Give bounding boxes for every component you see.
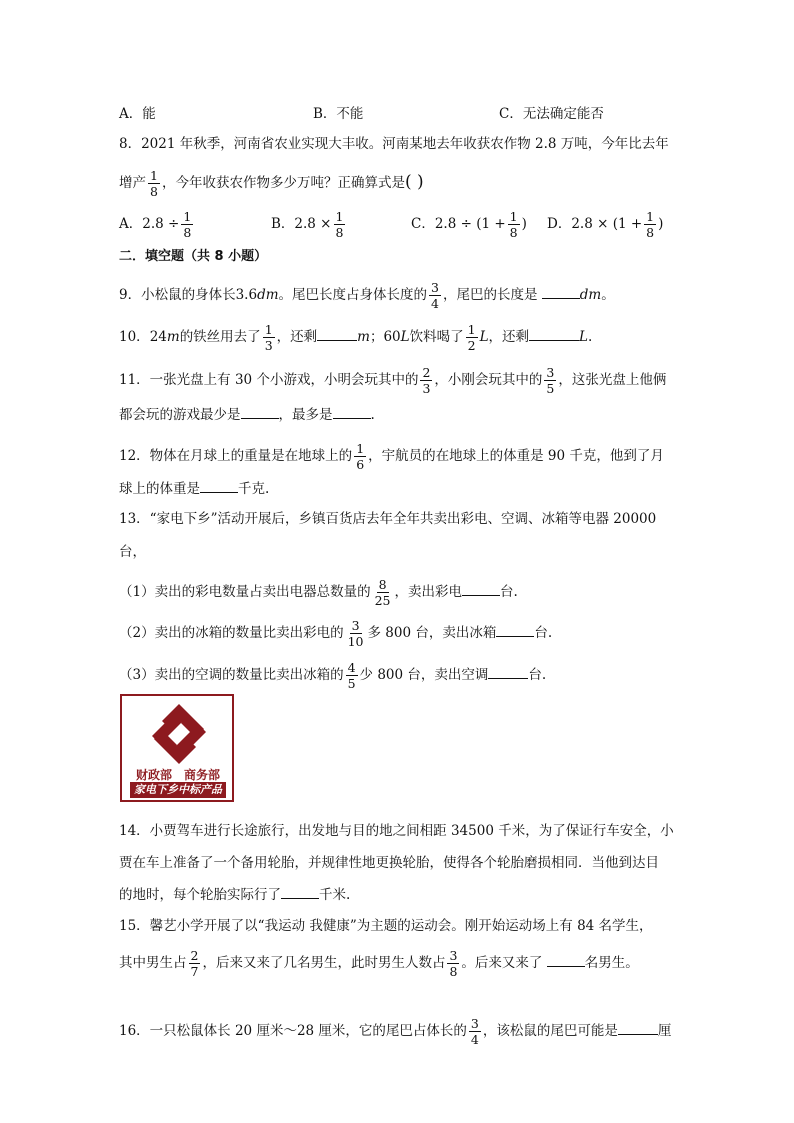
q10: 10．24m的铁丝用去了 $\frac{1}{3}$ ，还剩 m；60L饮料喝了 $\frac{1}{2}$ L，还剩 L. xyxy=(119,322,593,353)
q13-blank-2[interactable] xyxy=(496,623,534,637)
q11-line2: 都会玩的游戏最少是 ，最多是 . xyxy=(119,407,375,423)
q10-blank-2[interactable] xyxy=(529,327,579,341)
logo-product-banner: 家电下乡中标产品 xyxy=(130,782,226,798)
q8-answer-paren: ( ) xyxy=(404,172,424,192)
q8-line2: 增产 $\frac{1}{8}$ ，今年收获农作物多少万吨？正确算式是( ) xyxy=(119,168,424,199)
q13-line1: 13．“家电下乡”活动开展后，乡镇百货店去年全年共卖出彩电、空调、冰箱等电器 20000 xyxy=(119,511,657,527)
q15-line2: 其中男生占 $\frac{2}{7}$ ，后来又来了几名男生，此时男生人数占 $\frac{3}{8}$ 。后来又来了 名男生。 xyxy=(119,948,639,979)
q8-line1: 8．2021 年秋季，河南省农业实现大丰收。河南某地去年收获农作物 2.8 万吨，今年比去年 xyxy=(119,136,669,152)
q13-blank-3[interactable] xyxy=(488,665,528,679)
q15-blank[interactable] xyxy=(547,953,585,967)
q13-sub3: （3）卖出的空调的数量比卖出冰箱的 $\frac{4}{5}$ 少 800 台，卖出空调 台. xyxy=(119,660,547,691)
q16-blank[interactable] xyxy=(618,1021,658,1035)
q15-line1: 15．馨艺小学开展了以“我运动 我健康”为主题的运动会。刚开始运动场上有 84 名学生， xyxy=(119,918,653,934)
q11-line1: 11．一张光盘上有 30 个小游戏，小明会玩其中的 $\frac{2}{3}$ ，小刚会玩其中的 $\frac{3}{5}$ ，这张光盘上他俩 xyxy=(119,365,667,396)
section-heading: 二．填空题（共 8 小题） xyxy=(119,249,268,264)
q8-option-c: C．2.8 ÷ (1 + $\frac{1}{8}$ ) xyxy=(411,209,527,240)
q9-blank[interactable] xyxy=(542,285,580,299)
q14-line3: 的地时，每个轮胎实际行了 千米. xyxy=(119,887,351,903)
logo-ministries-text: 财政部 商务部 xyxy=(135,768,220,782)
q12-blank[interactable] xyxy=(200,479,238,493)
q8-option-d: D．2.8 × (1 + $\frac{1}{8}$ ) xyxy=(547,209,664,240)
q16: 16．一只松鼠体长 20 厘米～28 厘米，它的尾巴占体长的 $\frac{3}{4}$ ，该松鼠的尾巴可能是 厘 xyxy=(119,1016,672,1047)
q7-option-c: C．无法确定能否 xyxy=(499,106,604,122)
q13-sub2: （2）卖出的冰箱的数量比卖出彩电的 $\frac{3}{10}$ 多 800 台，卖出冰箱 台. xyxy=(119,618,553,649)
q14-line1: 14．小贾驾车进行长途旅行，出发地与目的地之间相距 34500 千米，为了保证行车安全，小 xyxy=(119,823,674,839)
q11-blank-2[interactable] xyxy=(333,405,371,419)
q7-option-b: B．不能 xyxy=(313,106,364,122)
home-appliances-logo xyxy=(120,694,234,802)
q10-blank-1[interactable] xyxy=(317,327,357,341)
q13-blank-1[interactable] xyxy=(462,582,500,596)
q7-option-a: A．能 xyxy=(119,106,156,122)
q12-line1: 12．物体在月球上的重量是在地球上的 $\frac{1}{6}$ ，宇航员的在地球上的体重是 90 千克，他到了月 xyxy=(119,441,664,472)
q11-blank-1[interactable] xyxy=(241,405,279,419)
q14-line2: 贾在车上准备了一个备用轮胎，并规律性地更换轮胎，使得各个轮胎磨损相同．当他到达目 xyxy=(119,855,659,871)
q8-option-a: A．2.8 ÷ $\frac{1}{8}$ xyxy=(119,209,192,240)
q14-blank[interactable] xyxy=(281,885,319,899)
q9: 9．小松鼠的身体长3.6dm。尾巴长度占身体长度的 $\frac{3}{4}$ ，尾巴的长度是 dm。 xyxy=(119,280,615,311)
q12-line2: 球上的体重是 千克. xyxy=(119,481,270,497)
q8-fraction: $\frac{1}{8}$ xyxy=(150,168,158,199)
q13-line2: 台， xyxy=(119,544,146,560)
q13-sub1: （1）卖出的彩电数量占卖出电器总数量的 $\frac{8}{25}$ ，卖出彩电 台. xyxy=(119,577,518,608)
logo-emblem-icon xyxy=(144,702,214,766)
q8-option-b: B．2.8 × $\frac{1}{8}$ xyxy=(271,209,344,240)
